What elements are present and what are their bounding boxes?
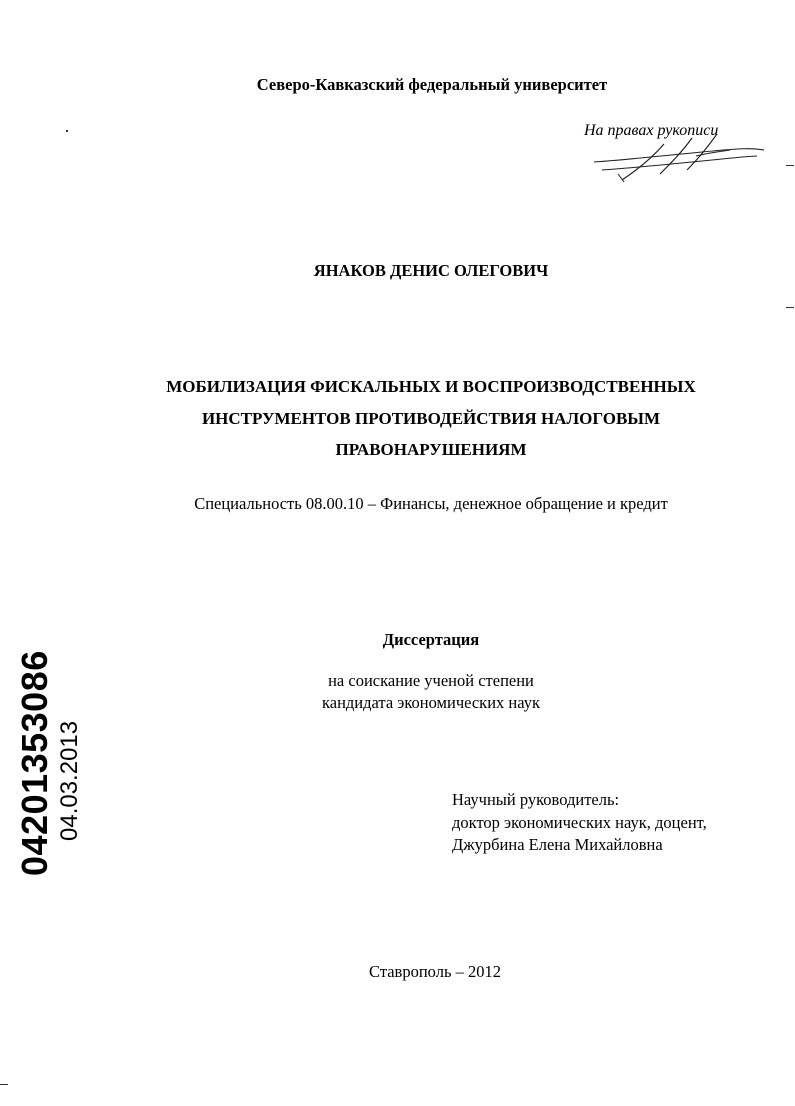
supervisor-title: доктор экономических наук, доцент, [452,812,707,832]
title-line: МОБИЛИЗАЦИЯ ФИСКАЛЬНЫХ И ВОСПРОИЗВОДСТВЕННЫХ [166,377,696,396]
title-line: ИНСТРУМЕНТОВ ПРОТИВОДЕЙСТВИЯ НАЛОГОВЫМ [201,408,661,428]
document-type: Диссертация [382,630,480,649]
author-signature [592,130,767,185]
scan-mark [786,307,794,308]
scan-mark [66,130,68,132]
specialty: Специальность 08.00.10 – Финансы, денежное обращение и кредит [194,494,668,513]
city-year: Ставрополь – 2012 [369,962,501,981]
supervisor-block [452,789,707,857]
supervisor-label: Научный руководитель: [452,790,620,809]
degree-line: на соискание ученой степени [328,671,534,690]
author-name: ЯНАКОВ ДЕНИС ОЛЕГОВИЧ [313,261,549,280]
degree-line: кандидата экономических наук [321,693,540,712]
manuscript-note: На правах рукописи [584,122,719,139]
degree-sought [0,670,795,714]
supervisor-name: Джурбина Елена Михайловна [452,835,663,854]
university-name: Северо-Кавказский федеральный университет [256,75,608,94]
scan-mark [786,165,794,166]
scan-mark [0,1084,8,1085]
library-stamp-date: 04.03.2013 [56,720,83,841]
dissertation-title [0,371,795,466]
library-stamp-code: 04201353086 [14,650,55,876]
title-line: ПРАВОНАРУШЕНИЯМ [335,440,527,459]
